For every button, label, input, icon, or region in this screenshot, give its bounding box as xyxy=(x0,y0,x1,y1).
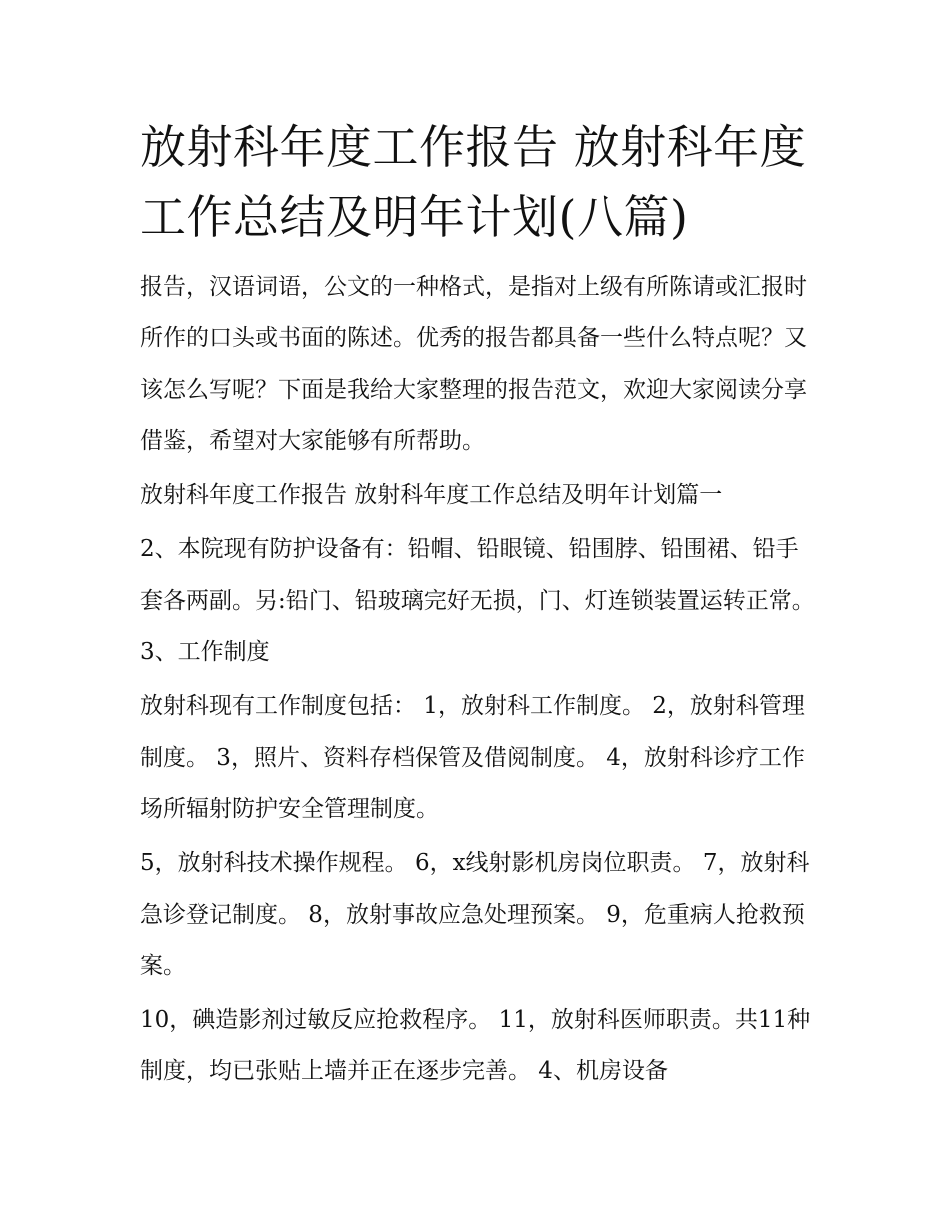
paragraph-work-rules: 放射科现有工作制度包括： 1，放射科工作制度。 2，放射科管理制度。 3，照片、资料存档保管及借阅制度。 4，放射科诊疗工作场所辐射防护安全管理制度。 xyxy=(140,693,805,822)
paragraph-protective-equipment: 2、本院现有防护设备有：铅帽、铅眼镜、铅围脖、铅围裙、铅手套各两副。另:铅门、铅玻璃完好无损，门、灯连锁装置运转正常。 3、工作制度 xyxy=(140,536,815,666)
paragraph-section-heading: 放射科年度工作报告 放射科年度工作总结及明年计划篇一 xyxy=(140,482,723,509)
paragraph-rules-continued: 5，放射科技术操作规程。 6，x线射影机房岗位职责。 7，放射科急诊登记制度。 8，放射事故应急处理预案。 9，危重病人抢救预案。 xyxy=(140,850,810,979)
document-page xyxy=(140,112,820,1101)
document-title: 放射科年度工作报告 放射科年度工作总结及明年计划(八篇) xyxy=(140,120,807,244)
document-body xyxy=(140,262,820,1098)
paragraph-rules-summary: 10，碘造影剂过敏反应抢救程序。 11，放射科医师职责。共11种制度，均已张贴上墙并正在逐步完善。 4、机房设备 xyxy=(140,1007,811,1085)
paragraph-intro: 报告，汉语词语，公文的一种格式，是指对上级有所陈请或汇报时所作的口头或书面的陈述。优秀的报告都具备一些什么特点呢？又该怎么写呢？下面是我给大家整理的报告范文，欢迎大家阅读分享借鉴，希望对大家能够有所帮助。 xyxy=(140,274,807,454)
